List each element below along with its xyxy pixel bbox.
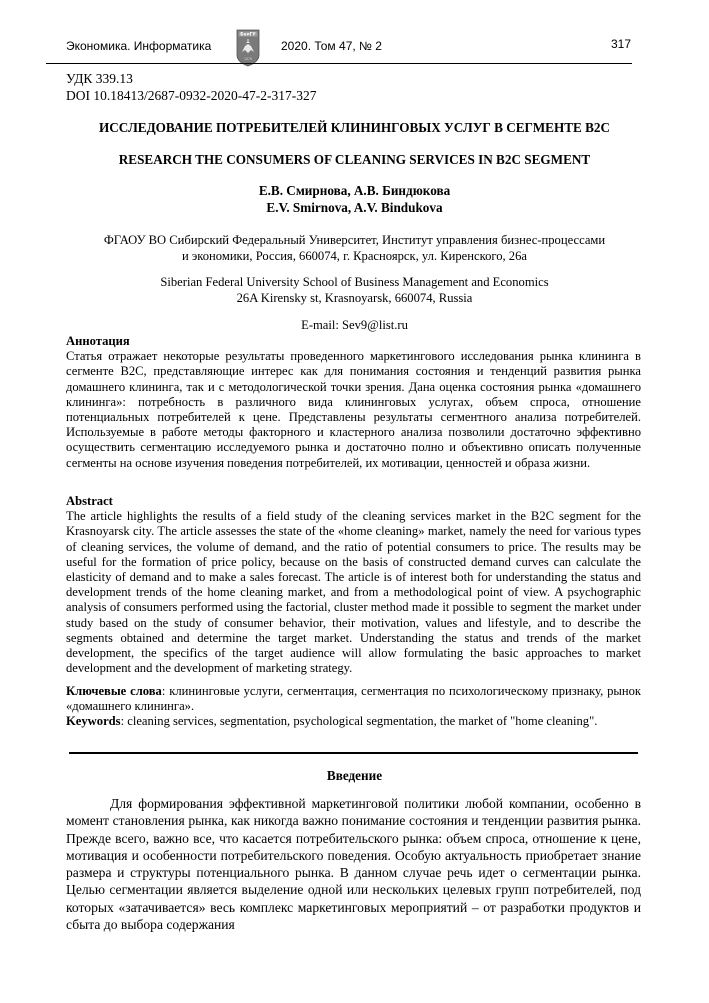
- authors: [0, 183, 709, 216]
- svg-text:БелГУ: БелГУ: [240, 32, 256, 38]
- keywords-english: [66, 714, 641, 729]
- authors-russian: Е.В. Смирнова, А.В. Биндюкова: [258, 183, 451, 198]
- affiliation-ru-line: ФГАОУ ВО Сибирский Федеральный Университет, Институт управления бизнес-процессами: [103, 233, 606, 247]
- affiliation-english: [0, 274, 709, 306]
- keywords-en-label: Keywords: [66, 714, 121, 729]
- abstract-text: The article highlights the results of a field study of the cleaning services market in the B2C segment for the Krasnoyarsk city. The article assesses the state of the «home cleaning» market, namely the need for various types of cleaning services, the volume of demand, and the ratio of potential consumers to price. The results may be useful for the formation of price policy, because on the basis of constructed demand curves can calculate the elasticity of demand and to make a sales forecast. The article is of interest both for understanding the status and development trends of the home cleaning market, and from a methodological point of view. A psychographic analysis of consumers performed using the factorial, cluster method made it possible to segment the market under study based on the study of consumer behavior, their motivation, values and lifestyle, and to describe the segments obtained and determine the target market. Understanding the status and trends of the market development, the specifics of the target audience will allow formulating the basic approaches to market development and the development of marketing strategy.: [66, 509, 641, 676]
- keywords-ru-label: Ключевые слова: [66, 684, 162, 698]
- article-identifiers: [66, 70, 316, 104]
- annotation-section: [66, 334, 641, 471]
- annotation-heading: Аннотация: [66, 334, 130, 348]
- page-number: 317: [610, 37, 631, 51]
- belgu-crest-icon: [236, 29, 260, 67]
- affiliation-ru-line: и экономики, Россия, 660074, г. Красноярск, ул. Киренского, 26а: [181, 249, 527, 263]
- header-rule: [46, 63, 632, 64]
- affiliation-en-line: Siberian Federal University School of Business Management and Economics: [160, 275, 549, 289]
- keywords-section: [66, 684, 641, 730]
- affiliation-russian: [0, 232, 709, 264]
- running-header: [66, 37, 631, 57]
- keywords-russian: [66, 684, 641, 714]
- annotation-text: Статья отражает некоторые результаты проведенного маркетингового исследования рынка клининга в сегменте B2C, представляющие интерес как для понимания состояния и тенденций развития рынка домашнего клининга, так и с методологической точки зрения. Дана оценка состояния рынка «домашнего клининга»: потребность в различного вида клининговых услугах, объем спроса, отношение потенциальных потребителей к цене. Представлены результаты сегментного анализа потребителей. Используемые в работе методы факторного и кластерного анализа позволили достаточно эффективно осуществить сегментацию исследуемого рынка и достаточно полно и объективно описать полученные сегменты на основе изучения поведения потребителей, их мотивации, ценностей и образа жизни.: [66, 349, 641, 470]
- doi[interactable]: DOI 10.18413/2687-0932-2020-47-2-317-327: [66, 88, 317, 103]
- keywords-ru-text: : клининговые услуги, сегментация, сегментация по психологическому признаку, рынок «домашнего клининга».: [66, 684, 641, 714]
- affiliation-en-line: 26A Kirensky st, Krasnoyarsk, 660074, Russia: [236, 291, 473, 305]
- svg-text:1876: 1876: [243, 57, 253, 61]
- journal-issue: 2020. Том 47, № 2: [281, 39, 382, 53]
- contact-email[interactable]: E-mail: Sev9@list.ru: [301, 318, 408, 332]
- abstract-section: [66, 494, 641, 676]
- title-russian: ИССЛЕДОВАНИЕ ПОТРЕБИТЕЛЕЙ КЛИНИНГОВЫХ УСЛУГ В СЕГМЕНТЕ B2C: [98, 120, 611, 135]
- introduction-heading: Введение: [326, 768, 383, 783]
- udc-code: УДК 339.13: [66, 71, 133, 86]
- title-english: RESEARCH THE CONSUMERS OF CLEANING SERVICES IN B2C SEGMENT: [118, 152, 591, 167]
- abstract-heading: Abstract: [66, 494, 113, 508]
- authors-english: E.V. Smirnova, A.V. Bindukova: [266, 199, 443, 215]
- journal-name: Экономика. Информатика: [66, 39, 212, 53]
- keywords-en-text: : cleaning services, segmentation, psychological segmentation, the market of "home cleaning".: [120, 714, 598, 729]
- section-divider: [69, 752, 638, 754]
- introduction-paragraph: Для формирования эффективной маркетинговой политики любой компании, особенно в момент становления рынка, как никогда важно понимание состояния и тенденции развития рынка. Прежде всего, важно все, что касается потребительского рынка: объем спроса, отношение к цене, мотивация и особенности потребительского поведения. Особую актуальность приобретает знание размера и структуры потенциального рынка. В данном случае речь идет о сегментации рынка. Целью сегментации является выделение одной или нескольких целевых групп потребителей, под которых «затачивается» весь комплекс маркетинговых мероприятий – от разработки продуктов и сбыта до выбора содержания: [66, 796, 641, 933]
